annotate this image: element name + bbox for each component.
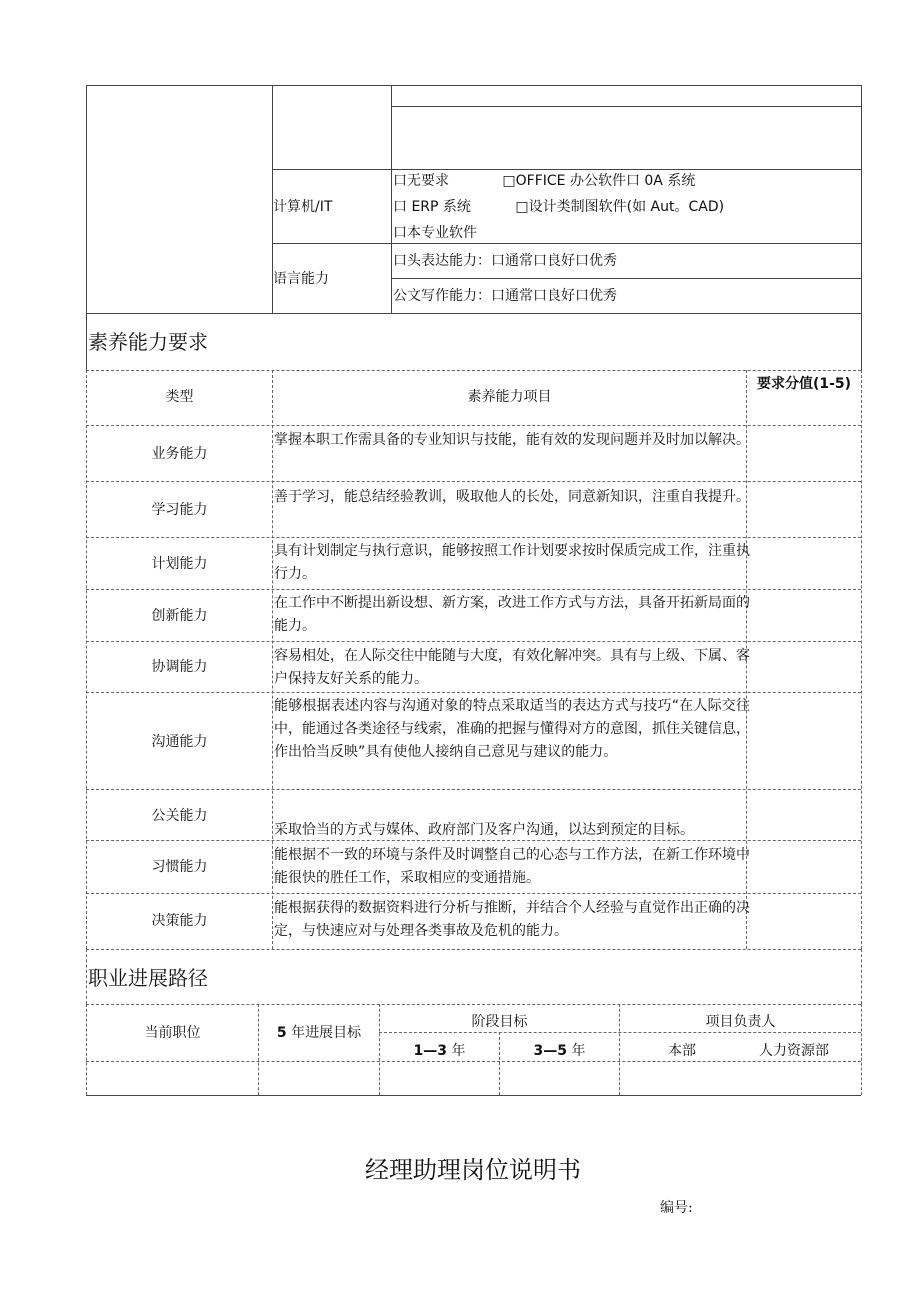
competency-section-title: 素养能力要求 [88, 330, 208, 354]
section-right-border [861, 949, 862, 1004]
row-line [379, 1032, 861, 1033]
row-line [86, 481, 861, 482]
stage-1-3-years [380, 1042, 499, 1060]
row-line [86, 589, 861, 590]
owner-department: 本部 [668, 1043, 696, 1059]
section-right-border [861, 313, 862, 370]
row-line [86, 425, 861, 426]
row-line [86, 1004, 861, 1005]
competency-type: 业务能力 [151, 446, 208, 462]
computer-options-line2: 口 ERP 系统 □设计类制图软件(如 Aut。CAD) [393, 199, 725, 215]
col-header-current-position: 当前职位 [144, 1025, 201, 1041]
competency-desc: 采取恰当的方式与媒体、政府部门及客户沟通，以达到预定的目标。 [274, 822, 694, 838]
computer-it-label: 计算机/IT [273, 199, 333, 215]
col-line [86, 85, 87, 313]
competency-type: 决策能力 [151, 913, 208, 929]
row-line [86, 537, 861, 538]
col-line [861, 85, 862, 313]
competency-desc: 掌握本职工作需具备的专业知识与技能，能有效的发现问题并及时加以解决。 [274, 432, 750, 448]
competency-type: 学习能力 [151, 502, 208, 518]
competency-desc: 能根据不一致的环境与条件及时调整自己的心态与工作方法，在新工作环境中能很快的胜任工作，采取相应的变通措施。 [274, 847, 750, 886]
document-title: 经理助理岗位说明书 [365, 1156, 581, 1184]
stage-range: 1—3 [413, 1043, 448, 1059]
career-section-title: 职业进展路径 [88, 966, 208, 990]
stage-3-5-years [500, 1042, 619, 1060]
col-line [861, 370, 862, 949]
col-line [86, 1004, 87, 1095]
row-line [86, 641, 861, 642]
written-expression-options: 公文写作能力：口通常口良好口优秀 [393, 288, 617, 304]
oral-expression-options: 口头表达能力：口通常口良好口优秀 [393, 253, 617, 269]
competency-type: 习惯能力 [151, 859, 208, 875]
competency-type: 沟通能力 [151, 734, 208, 750]
stage-range: 3—5 [533, 1043, 568, 1059]
row-line [86, 313, 861, 314]
col-header-type: 类型 [165, 389, 194, 405]
row-line [86, 893, 861, 894]
competency-type: 计划能力 [151, 556, 208, 572]
competency-desc: 能够根据表述内容与沟通对象的特点采取适当的表达方式与技巧“在人际交往中，能通过各类途径与线索，准确的把握与懂得对方的意图，抓住关键信息，作出恰当反映”具有使他人接纳自己意见与建议的能力。 [274, 698, 750, 760]
table-bottom-border [86, 1095, 861, 1096]
goal-years: 5 [276, 1025, 287, 1041]
row-line [391, 278, 861, 279]
competency-type: 公关能力 [151, 808, 208, 824]
row-line [86, 789, 861, 790]
competency-desc: 善于学习，能总结经验教训，吸取他人的长处，同意新知识，注重自我提升。 [274, 489, 750, 505]
document-number-label: 编号: [660, 1200, 693, 1216]
competency-type: 协调能力 [151, 659, 208, 675]
row-line [391, 169, 861, 170]
year-unit: 年 [567, 1043, 586, 1059]
competency-desc: 在工作中不断提出新设想、新方案，改进工作方式与方法，具备开拓新局面的能力。 [274, 595, 750, 634]
goal-label: 年进展目标 [286, 1025, 362, 1041]
row-line [86, 949, 861, 950]
competency-desc: 能根据获得的数据资料进行分析与推断，并结合个人经验与直觉作出正确的决定，与快速应对与处理各类事故及危机的能力。 [274, 900, 750, 939]
competency-type: 创新能力 [151, 608, 208, 624]
section-left-border [86, 313, 87, 370]
row-line [272, 169, 392, 170]
col-header-owner: 项目负责人 [705, 1014, 776, 1030]
col-line [272, 370, 273, 949]
language-label: 语言能力 [273, 271, 329, 287]
col-header-stage-goal: 阶段目标 [471, 1014, 528, 1030]
competency-desc: 具有计划制定与执行意识，能够按照工作计划要求按时保质完成工作，注重执行力。 [274, 543, 750, 582]
row-line [86, 370, 861, 371]
row-line [391, 106, 861, 107]
computer-options-line3: 口本专业软件 [393, 225, 477, 241]
owner-hr: 人力资源部 [759, 1043, 829, 1059]
col-header-score: 要求分值(1-5) [756, 376, 852, 392]
col-line [391, 85, 392, 313]
row-line [272, 243, 861, 244]
section-left-border [86, 949, 87, 1004]
row-line [86, 1061, 861, 1062]
row-line [86, 692, 861, 693]
computer-options-line1: 口无要求 □OFFICE 办公软件口 0A 系统 [393, 173, 696, 189]
col-line [258, 1004, 259, 1095]
table-top-border [86, 85, 861, 86]
col-line [861, 1004, 862, 1095]
competency-desc: 容易相处，在人际交往中能随与大度，有效化解冲突。具有与上级、下属、客户保持友好关系的能力。 [274, 648, 750, 687]
col-header-item: 素养能力项目 [467, 389, 552, 405]
col-header-5year-goal [259, 1024, 379, 1042]
year-unit: 年 [447, 1043, 466, 1059]
